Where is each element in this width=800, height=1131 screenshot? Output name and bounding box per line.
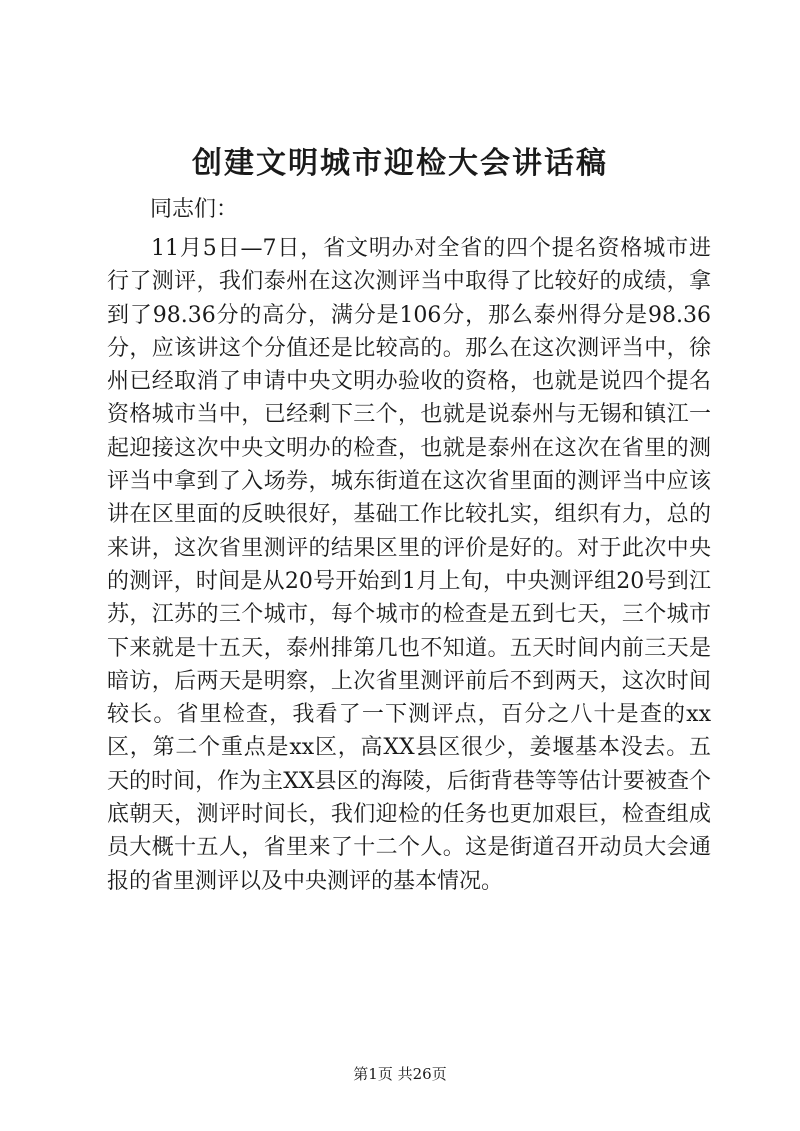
greeting-line: 同志们： [150,197,239,222]
body-paragraph: 11月5日—7日，省文明办对全省的四个提名资格城市进行了测评，我们泰州在这次测评当中取得了比较好的成绩，拿到了98.36分的高分，满分是106分，那么泰州得分是98.36分，应该讲这个分值还是比较高的。那么在这次测评当中，徐州已经取消了申请中央文明办验收的资格，也就是说四个提名资格城市当中，已经剩下三个，也就是说泰州与无锡和镇江一起迎接这次中央文明办的检查，也就是泰州在这次在省里的测评当中拿到了入场券，城东街道在这次省里面的测评当中应该讲在区里面的反映很好，基础工作比较扎实，组织有力，总的来讲，这次省里测评的结果区里的评价是好的。对于此次中央的测评，时间是从20号开始到1月上旬，中央测评组20号到江苏，江苏的三个城市，每个城市的检查是五到七天，三个城市下来就是十五天，泰州排第几也不知道。五天时间内前三天是暗访，后两天是明察，上次省里测评前后不到两天，这次时间较长。省里检查，我看了一下测评点，百分之八十是查的xx区，第二个重点是xx区，高XX县区很少，姜堰基本没去。五天的时间，作为主XX县区的海陵，后街背巷等等估计要被查个底朝天，测评时间长，我们迎检的任务也更加艰巨，检查组成员大概十五人，省里来了十二个人。这是街道召开动员大会通报的省里测评以及中央测评的基本情况。 [107,236,711,894]
page-number-footer: 第1页 共26页 [353,1065,447,1083]
document-title: 创建文明城市迎检大会讲话稿 [192,146,608,181]
